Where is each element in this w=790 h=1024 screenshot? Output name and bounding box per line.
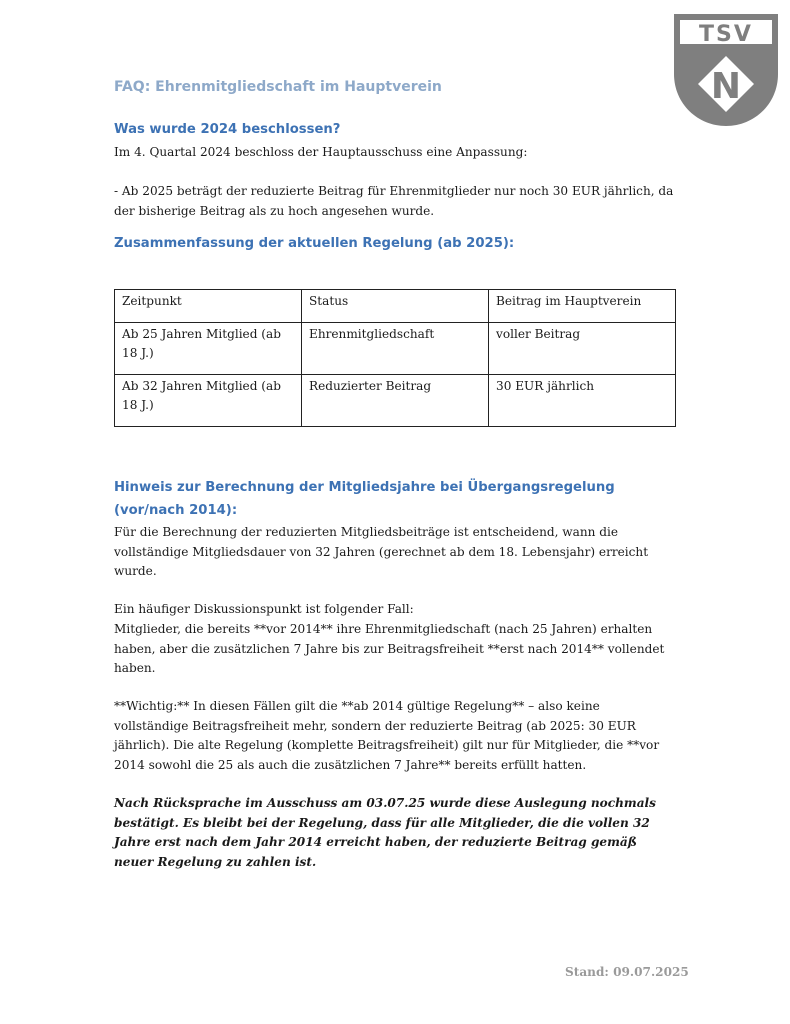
regulation-table <box>114 289 676 427</box>
section3-p3: **Wichtig:** In diesen Fällen gilt die **ab 2014 gültige Regelung** – also keine vollständige Beitragsfreiheit mehr, sondern der reduzierte Beitrag (ab 2025: 30 EUR jährlich). Die alte Regelung (komplette Beitragsfreiheit) gilt nur für Mitglieder, die **vor 2014 sowohl die 25 als auch die zusätzlichen 7 Jahre** bereits erfüllt hatten. <box>114 699 660 772</box>
table-cell: 30 EUR jährlich <box>489 375 676 427</box>
table-row <box>115 323 676 375</box>
section3-heading: Hinweis zur Berechnung der Mitgliedsjahre bei Übergangsregelung (vor/nach 2014): <box>114 480 615 518</box>
table-cell: Ab 32 Jahren Mitglied (ab 18 J.) <box>115 375 302 427</box>
stand-date: Stand: 09.07.2025 <box>565 965 689 979</box>
table-header-cell: Zeitpunkt <box>115 290 302 323</box>
section1-intro: Im 4. Quartal 2024 beschloss der Hauptausschuss eine Anpassung: <box>114 145 528 159</box>
table-row <box>115 375 676 427</box>
logo-letter: N <box>710 66 742 107</box>
section3-p1: Für die Berechnung der reduzierten Mitgliedsbeiträge ist entscheidend, wann die vollständige Mitgliedsdauer von 32 Jahren (gerechnet ab dem 18. Lebensjahr) erreicht wurde. <box>114 525 649 578</box>
table-cell: voller Beitrag <box>489 323 676 375</box>
section2-heading: Zusammenfassung der aktuellen Regelung (ab 2025): <box>114 236 515 251</box>
table-cell: Reduzierter Beitrag <box>302 375 489 427</box>
section3-p4: Nach Rücksprache im Ausschuss am 03.07.25 wurde diese Auslegung nochmals bestätigt. Es bleibt bei der Regelung, dass für alle Mitglieder, die die vollen 32 Jahre erst nach dem Jahr 2014 erreicht haben, der reduzierte Beitrag gemäß neuer Regelung zu zahlen ist. <box>114 796 656 869</box>
table-header-cell: Status <box>302 290 489 323</box>
section1-bullet: - Ab 2025 beträgt der reduzierte Beitrag für Ehrenmitglieder nur noch 30 EUR jährlich, da der bisherige Beitrag als zu hoch angesehen wurde. <box>114 184 674 218</box>
table-header-row <box>115 290 676 323</box>
table-cell: Ehrenmitgliedschaft <box>302 323 489 375</box>
logo-text: TSV <box>699 22 753 47</box>
page-title: FAQ: Ehrenmitgliedschaft im Hauptverein <box>114 79 442 95</box>
section3-p2-line1: Ein häufiger Diskussionspunkt ist folgender Fall: <box>114 602 414 616</box>
table-cell: Ab 25 Jahren Mitglied (ab 18 J.) <box>115 323 302 375</box>
tsv-logo <box>672 12 780 128</box>
table-header-cell: Beitrag im Hauptverein <box>489 290 676 323</box>
section3-p2-line2: Mitglieder, die bereits **vor 2014** ihre Ehrenmitgliedschaft (nach 25 Jahren) erhalten haben, aber die zusätzlichen 7 Jahre bis zur Beitragsfreiheit **erst nach 2014** vollendet haben. <box>114 622 665 675</box>
section1-heading: Was wurde 2024 beschlossen? <box>114 122 341 137</box>
